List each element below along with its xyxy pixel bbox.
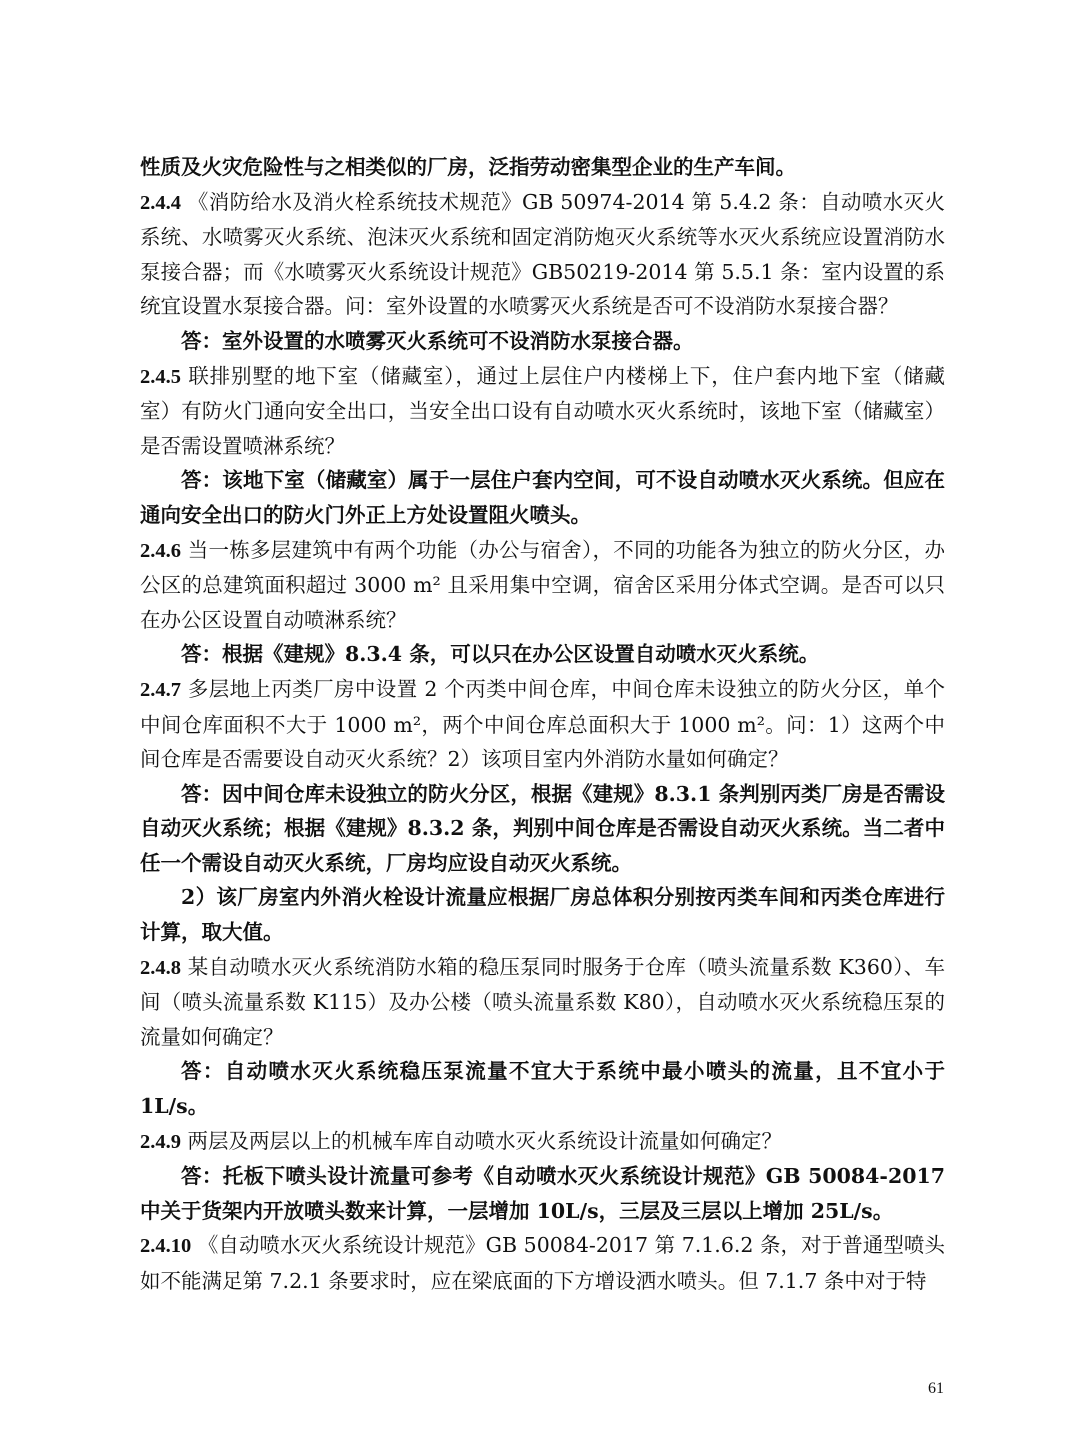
answer-2-4-4 — [140, 324, 945, 359]
answer-text: 答：因中间仓库未设独立的防火分区，根据《建规》8.3.1 条判别丙类厂房是否需设自动灭火系统；根据《建规》8.3.2 条，判别中间仓库是否需设自动灭火系统。当二者中任一个需设自动灭火系统，厂房均应设自动灭火系统。 — [140, 781, 945, 875]
question-2-4-5 — [140, 359, 945, 464]
question-text: 两层及两层以上的机械车库自动喷水灭火系统设计流量如何确定？ — [187, 1128, 783, 1153]
clause-number: 2.4.7 — [140, 678, 181, 701]
question-2-4-7 — [140, 672, 945, 777]
clause-number: 2.4.8 — [140, 956, 181, 979]
answer-text: 答：根据《建规》8.3.4 条，可以只在办公区设置自动喷水灭火系统。 — [181, 642, 820, 667]
paragraph-text: 性质及火灾危险性与之相类似的厂房，泛指劳动密集型企业的生产车间。 — [140, 155, 796, 179]
page-number: 61 — [928, 1380, 944, 1397]
answer-text: 答：该地下室（储藏室）属于一层住户套内空间，可不设自动喷水灭火系统。但应在通向安全出口的防火门外正上方处设置阻火喷头。 — [140, 468, 945, 527]
answer-text: 答：自动喷水灭火系统稳压泵流量不宜大于系统中最小喷头的流量，且不宜小于 1L/s。 — [140, 1059, 945, 1119]
question-text: 多层地上丙类厂房中设置 2 个丙类中间仓库，中间仓库未设独立的防火分区，单个中间仓库面积不大于 1000 m²，两个中间仓库总面积大于 1000 m²。问：1）这两个中间仓库是否需要设自动灭火系统？2）该项目室内外消防水量如何确定？ — [140, 676, 945, 772]
clause-number: 2.4.10 — [140, 1235, 192, 1258]
answer-2-4-7 — [140, 777, 945, 881]
question-2-4-10 — [140, 1228, 945, 1298]
answer-2-4-6 — [140, 637, 945, 672]
answer-text: 答：室外设置的水喷雾灭火系统可不设消防水泵接合器。 — [181, 328, 694, 353]
answer-2-4-9 — [140, 1159, 945, 1228]
answer-text: 2）该厂房室内外消火栓设计流量应根据厂房总体积分别按丙类车间和丙类仓库进行计算，取大值。 — [140, 885, 945, 945]
question-2-4-8 — [140, 950, 945, 1055]
paragraph-continuation — [140, 150, 945, 185]
question-2-4-9 — [140, 1124, 945, 1160]
answer-text: 答：托板下喷头设计流量可参考《自动喷水灭火系统设计规范》GB 50084-2017 中关于货架内开放喷头数来计算，一层增加 10L/s，三层及三层以上增加 25L/s。 — [140, 1164, 945, 1223]
body-text — [140, 150, 945, 1299]
question-text: 某自动喷水灭火系统消防水箱的稳压泵同时服务于仓库（喷头流量系数 K360）、车间（喷头流量系数 K115）及办公楼（喷头流量系数 K80），自动喷水灭火系统稳压泵的流量如何确定？ — [140, 954, 945, 1049]
question-text: 《自动喷水灭火系统设计规范》GB 50084-2017 第 7.1.6.2 条，对于普通型喷头如不能满足第 7.2.1 条要求时，应在梁底面的下方增设洒水喷头。但 7.1.7 条中对于特 — [140, 1233, 945, 1293]
clause-number: 2.4.9 — [140, 1130, 181, 1153]
clause-number: 2.4.6 — [140, 539, 181, 562]
question-2-4-6 — [140, 533, 945, 638]
question-text: 《消防给水及消火栓系统技术规范》GB 50974-2014 第 5.4.2 条：自动喷水灭火系统、水喷雾灭火系统、泡沫灭火系统和固定消防炮灭火系统等水灭火系统应设置消防水泵接合器；而《水喷雾灭火系统设计规范》GB50219-2014 第 5.5.1 条：室内设置的系统宜设置水泵接合器。问：室外设置的水喷雾灭火系统是否可不设消防水泵接合器？ — [140, 189, 945, 319]
clause-number: 2.4.5 — [140, 365, 181, 388]
answer-2-4-8 — [140, 1054, 945, 1123]
question-text: 联排别墅的地下室（储藏室），通过上层住户内楼梯上下，住户套内地下室（储藏室）有防火门通向安全出口，当安全出口设有自动喷水灭火系统时，该地下室（储藏室）是否需设置喷淋系统？ — [140, 363, 945, 458]
answer-2-4-5 — [140, 463, 945, 532]
question-2-4-4 — [140, 185, 945, 324]
answer-2-4-7-part-2 — [140, 880, 945, 949]
question-text: 当一栋多层建筑中有两个功能（办公与宿舍），不同的功能各为独立的防火分区，办公区的总建筑面积超过 3000 m² 且采用集中空调，宿舍区采用分体式空调。是否可以只在办公区设置自动喷淋系统？ — [140, 537, 945, 632]
clause-number: 2.4.4 — [140, 191, 181, 214]
